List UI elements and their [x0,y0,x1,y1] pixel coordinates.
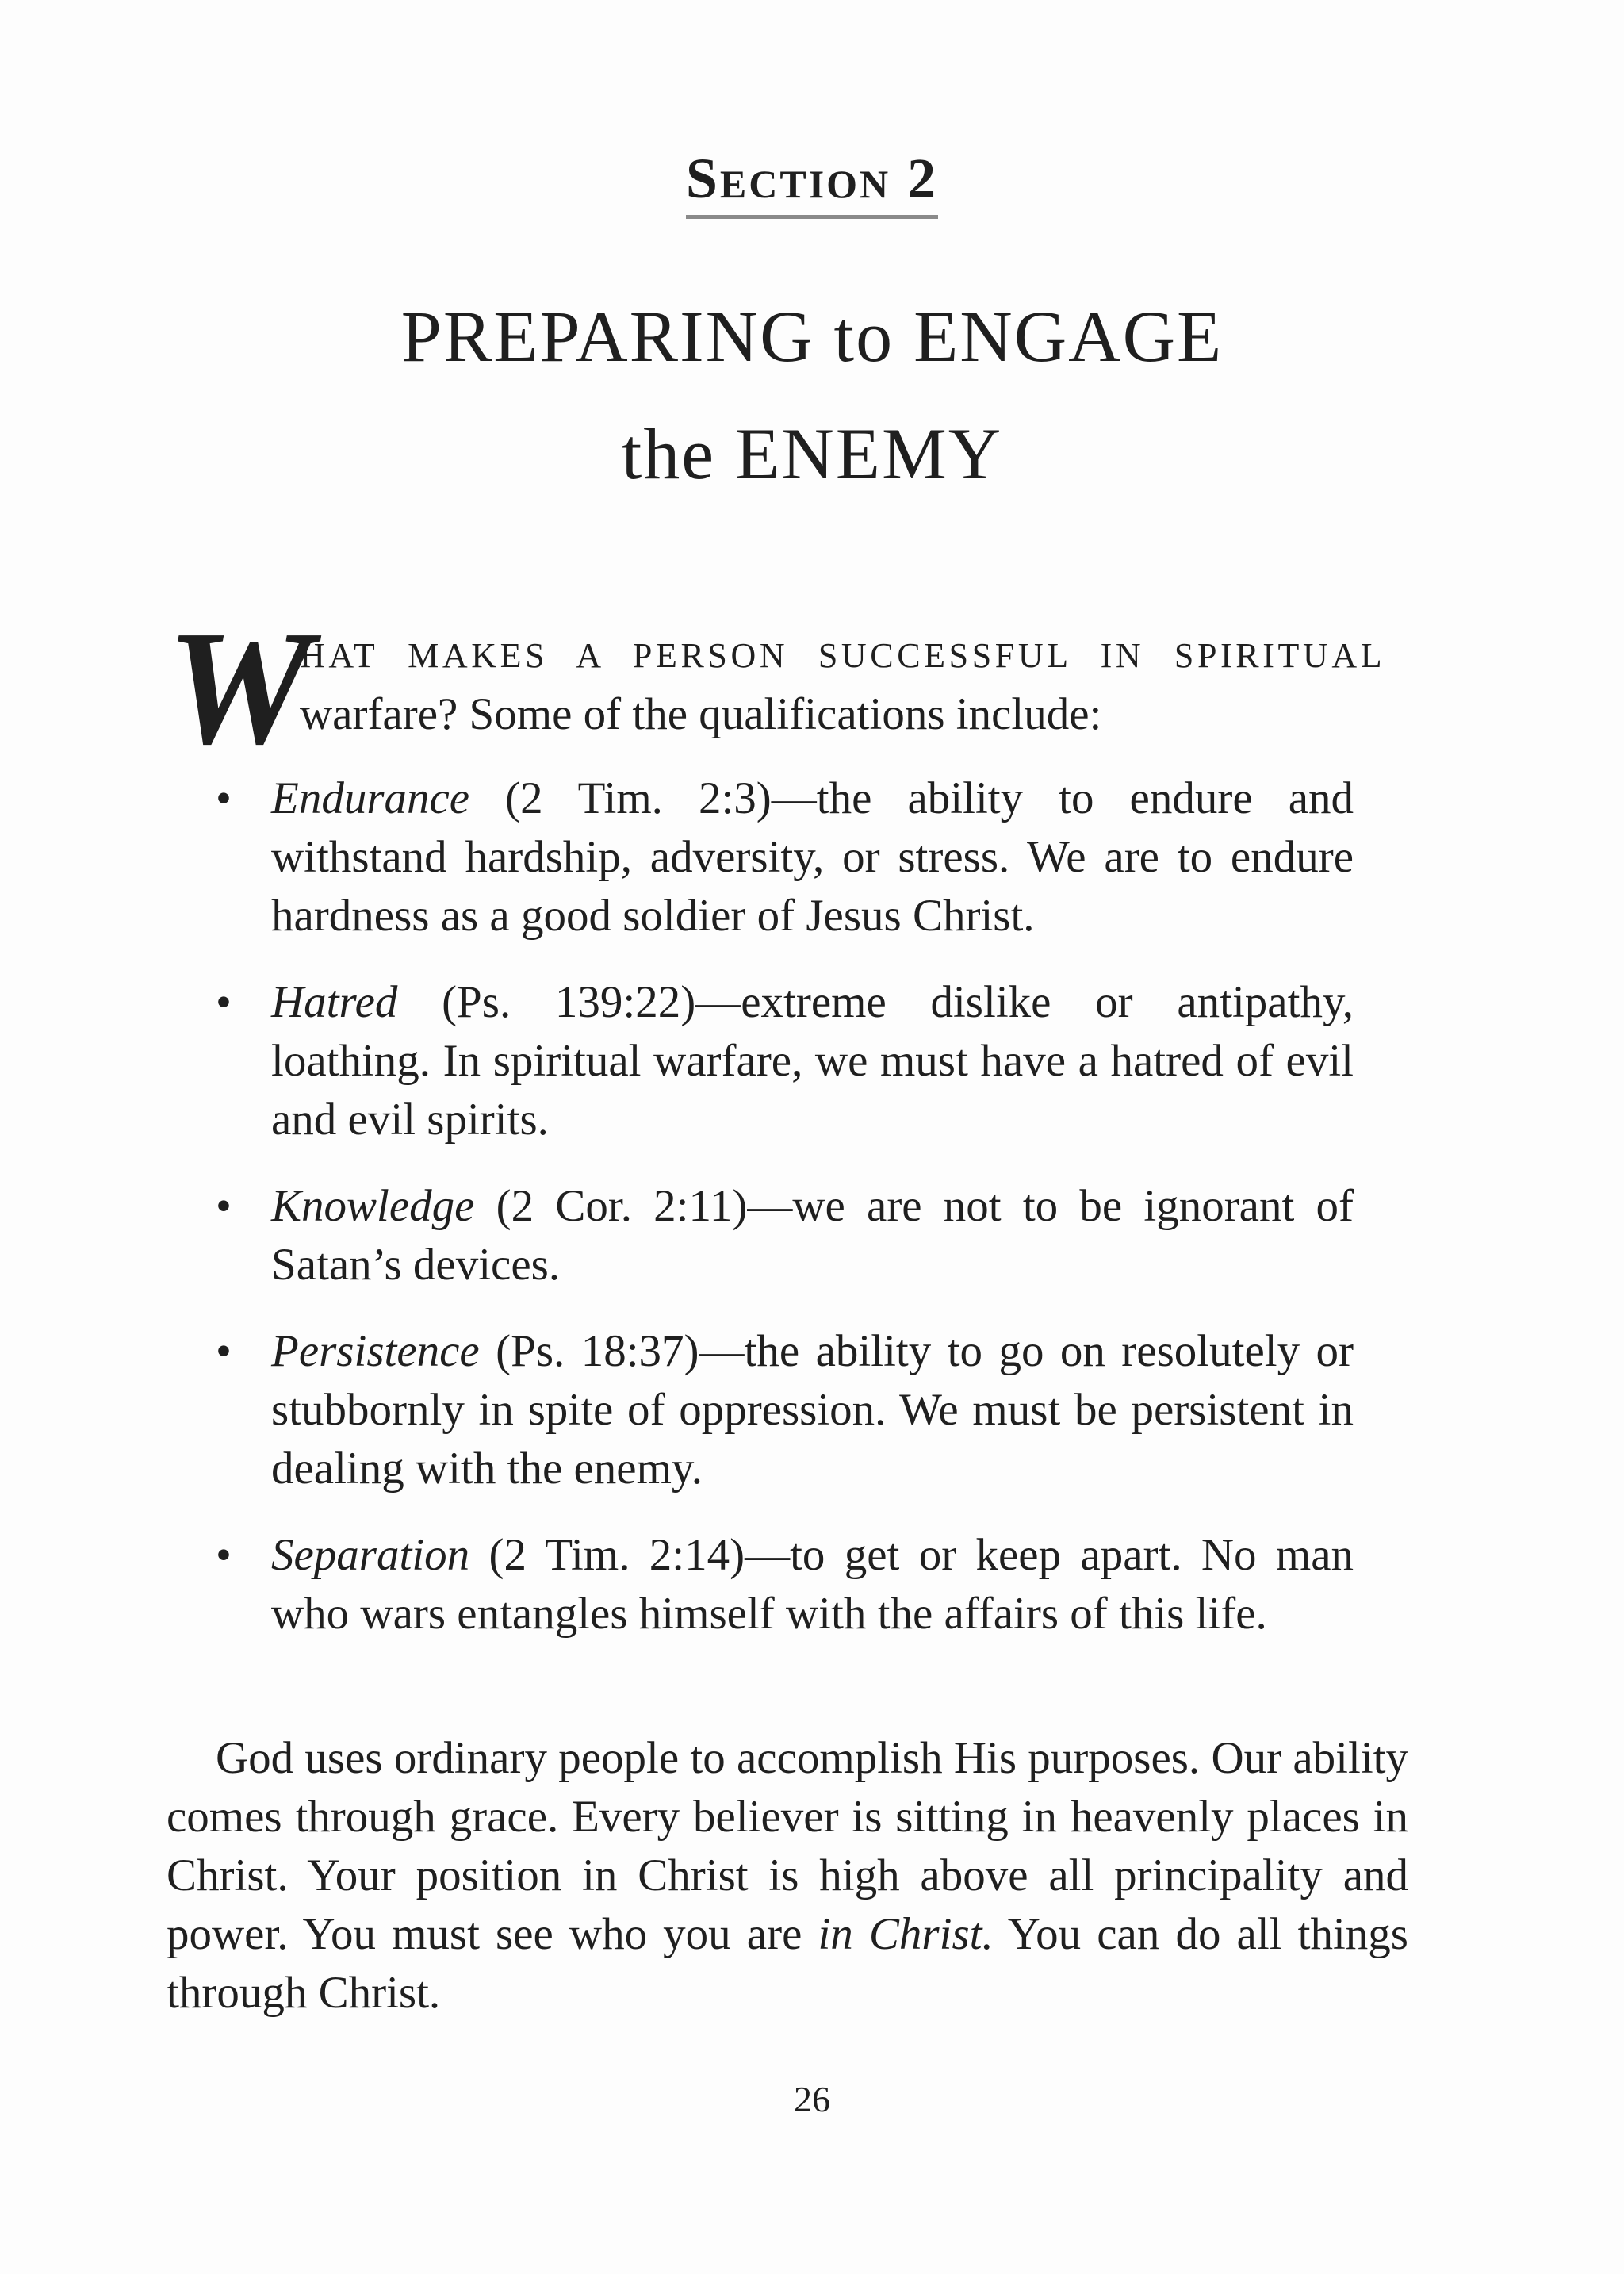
qualification-text: (2 Tim. 2:14)—to get or keep apart. No man who wars entangles himself with the affairs of this life. [271,1530,1354,1639]
qualification-text: (Ps. 18:37)—the ability to go on resolutely or stubbornly in spite of oppression. We must be persistent in dealing with the enemy. [271,1326,1354,1494]
chapter-title-line-2: the ENEMY [621,413,1003,494]
qualification-term: Knowledge [271,1181,475,1231]
list-item [208,1526,1354,1643]
closing-text-end: You can do all things through Christ. [167,1909,1408,2018]
opening-small-caps-line: HAT MAKES A PERSON SUCCESSFUL IN SPIRITUAL [300,636,1386,675]
qualification-text: (2 Cor. 2:11)—we are not to be ignorant of Satan’s devices. [271,1181,1354,1290]
list-item [208,769,1354,945]
qualifications-list [208,769,1354,1671]
list-item [208,1322,1354,1498]
list-item [208,1177,1354,1294]
qualification-text: (Ps. 139:22)—extreme dislike or antipathy, loathing. In spiritual warfare, we must have a hatred of evil and evil spirits. [271,977,1354,1145]
chapter-title-line-1: PREPARING to ENGAGE [400,296,1224,377]
opening-paragraph [167,596,1408,778]
qualification-term: Hatred [271,977,398,1027]
closing-text: God uses ordinary people to accomplish His purposes. Our ability comes through grace. Every believer is sitting in heavenly places in Christ. Your position in Christ is high above all principality and power. You must see who you are [167,1733,1408,1959]
chapter-title [0,278,1624,512]
bullet-icon: • [216,773,232,823]
page-number: 26 [794,2079,830,2119]
qualification-term: Endurance [271,773,470,823]
list-item [208,973,1354,1149]
qualification-term: Persistence [271,1326,480,1376]
opening-line-2: warfare? Some of the qualifications include: [300,689,1102,739]
closing-emphasis: in Christ. [818,1909,994,1959]
section-heading [0,148,1624,219]
drop-cap: W [167,596,312,778]
bullet-icon: • [216,1530,232,1580]
qualification-text: (2 Tim. 2:3)—the ability to endure and withstand hardship, adversity, or stress. We are to endure hardness as a good soldier of Jesus Christ. [271,773,1354,941]
bullet-icon: • [216,977,232,1027]
bullet-icon: • [216,1326,232,1376]
section-label: Section 2 [686,148,938,219]
qualification-term: Separation [271,1530,470,1580]
closing-paragraph [167,1729,1408,2023]
bullet-icon: • [216,1181,232,1231]
